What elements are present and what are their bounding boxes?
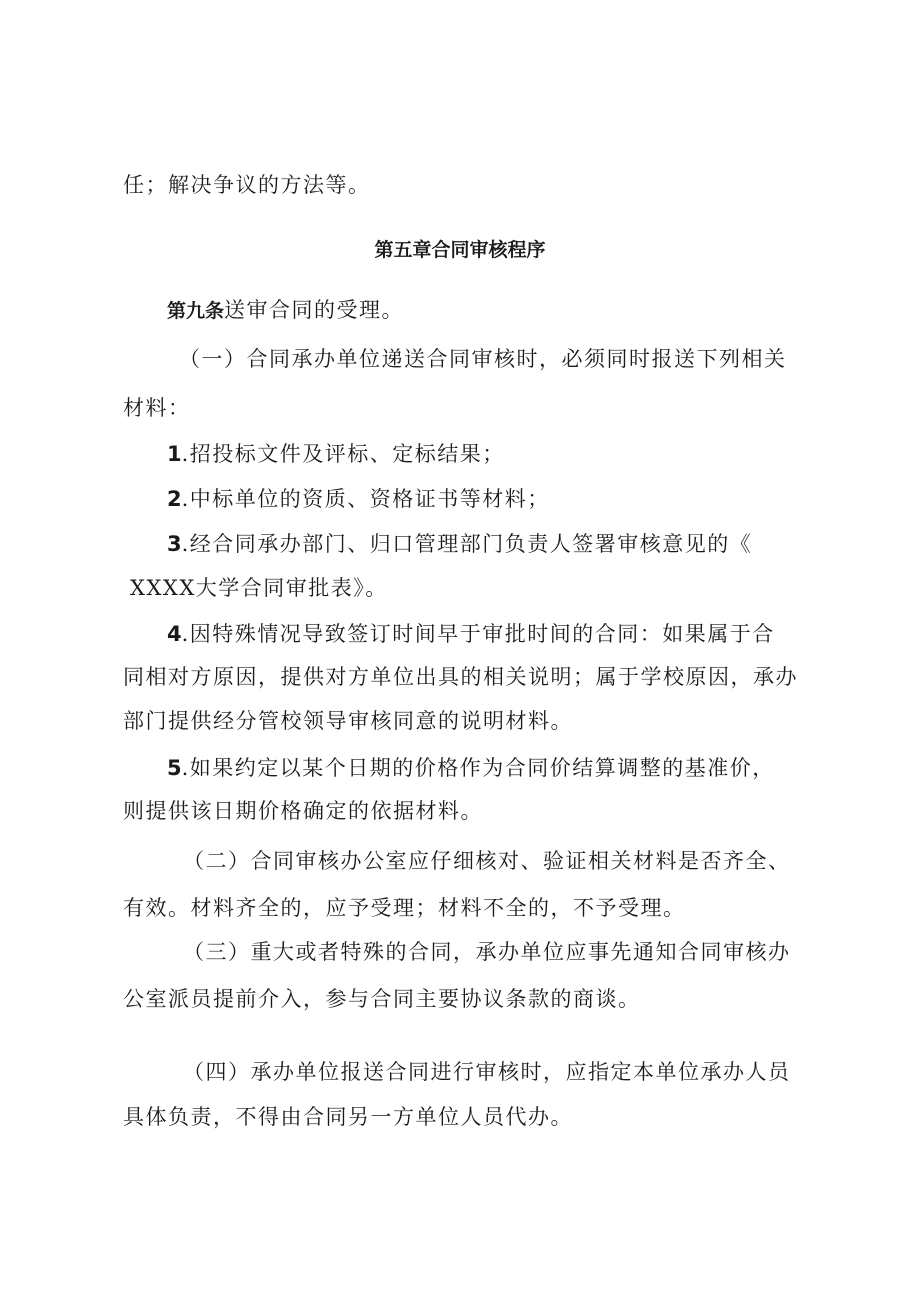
article-label: 第九条 bbox=[167, 300, 225, 322]
clause-3-line-2: 公室派员提前介入，参与合同主要协议条款的商谈。 bbox=[123, 987, 641, 1011]
item-4-text: .因特殊情况导致签订时间早于审批时间的合同：如果属于合 bbox=[181, 622, 775, 646]
item-4-line-3: 部门提供经分管校领导审核同意的说明材料。 bbox=[123, 709, 573, 733]
clause-1-line-2: 材料： bbox=[123, 396, 191, 420]
item-2 bbox=[167, 484, 813, 514]
clause-3-line-1: （三）重大或者特殊的合同，承办单位应事先通知合同审核办 bbox=[183, 940, 791, 964]
chapter-heading: 第五章合同审核程序 bbox=[374, 239, 546, 261]
article-nine bbox=[167, 295, 813, 326]
item-3-line-2: XXXX大学合同审批表》。 bbox=[130, 576, 388, 600]
clause-4-line-1: （四）承办单位报送合同进行审核时，应指定本单位承办人员 bbox=[183, 1060, 791, 1084]
item-3-text: .经合同承办部门、归口管理部门负责人签署审核意见的《 bbox=[181, 532, 753, 556]
item-4-number: 4 bbox=[167, 622, 182, 646]
item-2-text: .中标单位的资质、资格证书等材料； bbox=[181, 487, 550, 511]
clause-2-line-2: 有效。材料齐全的，应予受理；材料不全的，不予受理。 bbox=[123, 896, 686, 920]
item-5-text: .如果约定以某个日期的价格作为合同价结算调整的基准价， bbox=[181, 756, 775, 780]
item-1-number: 1 bbox=[167, 442, 182, 466]
item-4-line-2: 同相对方原因，提供对方单位出具的相关说明；属于学校原因，承办 bbox=[123, 665, 798, 689]
item-2-number: 2 bbox=[167, 487, 182, 511]
item-1-text: .招投标文件及评标、定标结果； bbox=[181, 442, 505, 466]
item-1 bbox=[167, 439, 813, 469]
clause-2-line-1: （二）合同审核办公室应仔细核对、验证相关材料是否齐全、 bbox=[183, 849, 791, 873]
clause-1-line-1: （一）合同承办单位递送合同审核时，必须同时报送下列相关 bbox=[179, 347, 787, 371]
item-3 bbox=[167, 529, 813, 559]
item-5-line-2: 则提供该日期价格确定的依据材料。 bbox=[123, 799, 483, 823]
item-5 bbox=[167, 753, 813, 783]
item-5-number: 5 bbox=[167, 756, 182, 780]
item-3-number: 3 bbox=[167, 532, 182, 556]
continuation-text: 任；解决争议的方法等。 bbox=[123, 173, 371, 197]
article-title: 送审合同的受理。 bbox=[224, 298, 405, 322]
clause-4-line-2: 具体负责，不得由合同另一方单位人员代办。 bbox=[123, 1105, 573, 1129]
item-4 bbox=[167, 619, 813, 649]
